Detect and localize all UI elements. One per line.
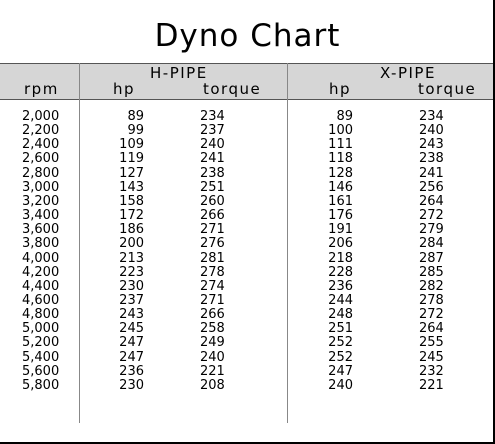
cell-rpm: 5,000: [22, 321, 60, 337]
cell-h-torque: 281: [200, 250, 225, 266]
column-divider-group: [287, 63, 288, 423]
cell-h-torque: 258: [200, 321, 225, 337]
cell-h-torque: 221: [200, 363, 225, 379]
cell-h-hp: 223: [119, 264, 144, 280]
cell-h-torque: 266: [200, 208, 225, 224]
cell-h-torque: 251: [200, 179, 225, 195]
cell-x-torque: 238: [419, 151, 444, 167]
cell-rpm: 4,200: [22, 264, 60, 280]
cell-h-hp: 119: [119, 151, 144, 167]
cell-x-hp: 244: [328, 293, 353, 308]
cell-x-hp: 146: [328, 179, 353, 195]
cell-rpm: 4,600: [22, 293, 60, 308]
cell-h-hp: 109: [119, 137, 144, 153]
cell-h-torque: 278: [200, 264, 225, 280]
cell-h-torque: 240: [200, 349, 225, 365]
cell-rpm: 4,000: [22, 250, 60, 266]
cell-rpm: 3,200: [22, 193, 60, 209]
cell-x-hp: 240: [328, 377, 353, 393]
cell-x-hp: 251: [328, 321, 353, 337]
column-header-x-hp: hp: [329, 80, 352, 98]
cell-h-hp: 213: [119, 250, 144, 266]
cell-x-hp: 247: [328, 363, 353, 379]
cell-x-hp: 236: [328, 278, 353, 294]
cell-h-torque: 240: [200, 137, 225, 153]
cell-h-torque: 237: [200, 123, 225, 139]
cell-x-hp: 161: [328, 193, 353, 209]
column-header-rpm: rpm: [24, 80, 59, 98]
cell-x-torque: 232: [419, 363, 444, 379]
cell-h-hp: 230: [119, 278, 144, 294]
cell-h-hp: 172: [119, 208, 144, 224]
cell-h-torque: 234: [200, 109, 225, 124]
cell-x-torque: 272: [419, 307, 444, 323]
chart-title: Dyno Chart: [154, 18, 341, 54]
cell-h-hp: 245: [119, 321, 144, 337]
cell-x-torque: 264: [419, 321, 444, 337]
cell-x-torque: 234: [419, 109, 444, 124]
cell-x-hp: 128: [328, 165, 353, 181]
cell-h-hp: 158: [119, 193, 144, 209]
cell-rpm: 5,800: [22, 377, 60, 393]
column-header-h-hp: hp: [113, 80, 136, 98]
cell-rpm: 2,800: [22, 165, 60, 181]
cell-h-hp: 243: [119, 307, 144, 323]
cell-h-torque: 274: [200, 278, 225, 294]
cell-x-torque: 221: [419, 377, 444, 393]
cell-rpm: 4,400: [22, 278, 60, 294]
cell-rpm: 3,600: [22, 222, 60, 238]
cell-x-hp: 206: [328, 236, 353, 252]
cell-x-hp: 252: [328, 349, 353, 365]
cell-x-hp: 248: [328, 307, 353, 323]
cell-h-hp: 143: [119, 179, 144, 195]
cell-x-torque: 278: [419, 293, 444, 308]
cell-x-torque: 287: [419, 250, 444, 266]
cell-rpm: 2,400: [22, 137, 60, 153]
cell-h-hp: 247: [119, 349, 144, 365]
header-bottom-rule: [0, 99, 493, 100]
cell-h-torque: 260: [200, 193, 225, 209]
cell-x-hp: 191: [328, 222, 353, 238]
cell-x-hp: 118: [328, 151, 353, 167]
cell-h-torque: 249: [200, 335, 225, 351]
cell-x-torque: 272: [419, 208, 444, 224]
cell-rpm: 4,800: [22, 307, 60, 323]
cell-h-hp: 247: [119, 335, 144, 351]
cell-rpm: 3,800: [22, 236, 60, 252]
cell-rpm: 5,400: [22, 349, 60, 365]
cell-h-hp: 230: [119, 377, 144, 393]
cell-x-hp: 89: [336, 109, 353, 124]
cell-h-torque: 266: [200, 307, 225, 323]
cell-x-hp: 176: [328, 208, 353, 224]
cell-h-hp: 99: [127, 123, 144, 139]
cell-x-hp: 100: [328, 123, 353, 139]
cell-rpm: 2,200: [22, 123, 60, 139]
cell-h-torque: 271: [200, 293, 225, 308]
group-header-h-pipe: H-PIPE: [150, 64, 208, 82]
cell-rpm: 2,600: [22, 151, 60, 167]
cell-x-torque: 256: [419, 179, 444, 195]
cell-x-torque: 240: [419, 123, 444, 139]
cell-x-hp: 228: [328, 264, 353, 280]
cell-x-hp: 218: [328, 250, 353, 266]
cell-x-torque: 285: [419, 264, 444, 280]
column-header-h-torque: torque: [203, 80, 262, 98]
cell-x-torque: 264: [419, 193, 444, 209]
cell-h-torque: 241: [200, 151, 225, 167]
cell-x-torque: 241: [419, 165, 444, 181]
cell-rpm: 5,200: [22, 335, 60, 351]
cell-rpm: 5,600: [22, 363, 60, 379]
cell-x-hp: 111: [328, 137, 353, 153]
group-header-x-pipe: X-PIPE: [380, 64, 436, 82]
column-header-x-torque: torque: [418, 80, 477, 98]
cell-x-torque: 284: [419, 236, 444, 252]
cell-h-torque: 276: [200, 236, 225, 252]
cell-rpm: 3,400: [22, 208, 60, 224]
cell-h-hp: 186: [119, 222, 144, 238]
cell-h-hp: 237: [119, 293, 144, 308]
cell-x-hp: 252: [328, 335, 353, 351]
cell-h-hp: 236: [119, 363, 144, 379]
cell-rpm: 2,000: [22, 109, 60, 124]
cell-x-torque: 245: [419, 349, 444, 365]
cell-h-torque: 208: [200, 377, 225, 393]
cell-h-hp: 127: [119, 165, 144, 181]
cell-x-torque: 255: [419, 335, 444, 351]
cell-h-hp: 200: [119, 236, 144, 252]
column-divider-rpm: [79, 63, 80, 423]
cell-rpm: 3,000: [22, 179, 60, 195]
cell-h-torque: 271: [200, 222, 225, 238]
cell-h-hp: 89: [127, 109, 144, 124]
cell-x-torque: 243: [419, 137, 444, 153]
cell-h-torque: 238: [200, 165, 225, 181]
cell-x-torque: 279: [419, 222, 444, 238]
cell-x-torque: 282: [419, 278, 444, 294]
